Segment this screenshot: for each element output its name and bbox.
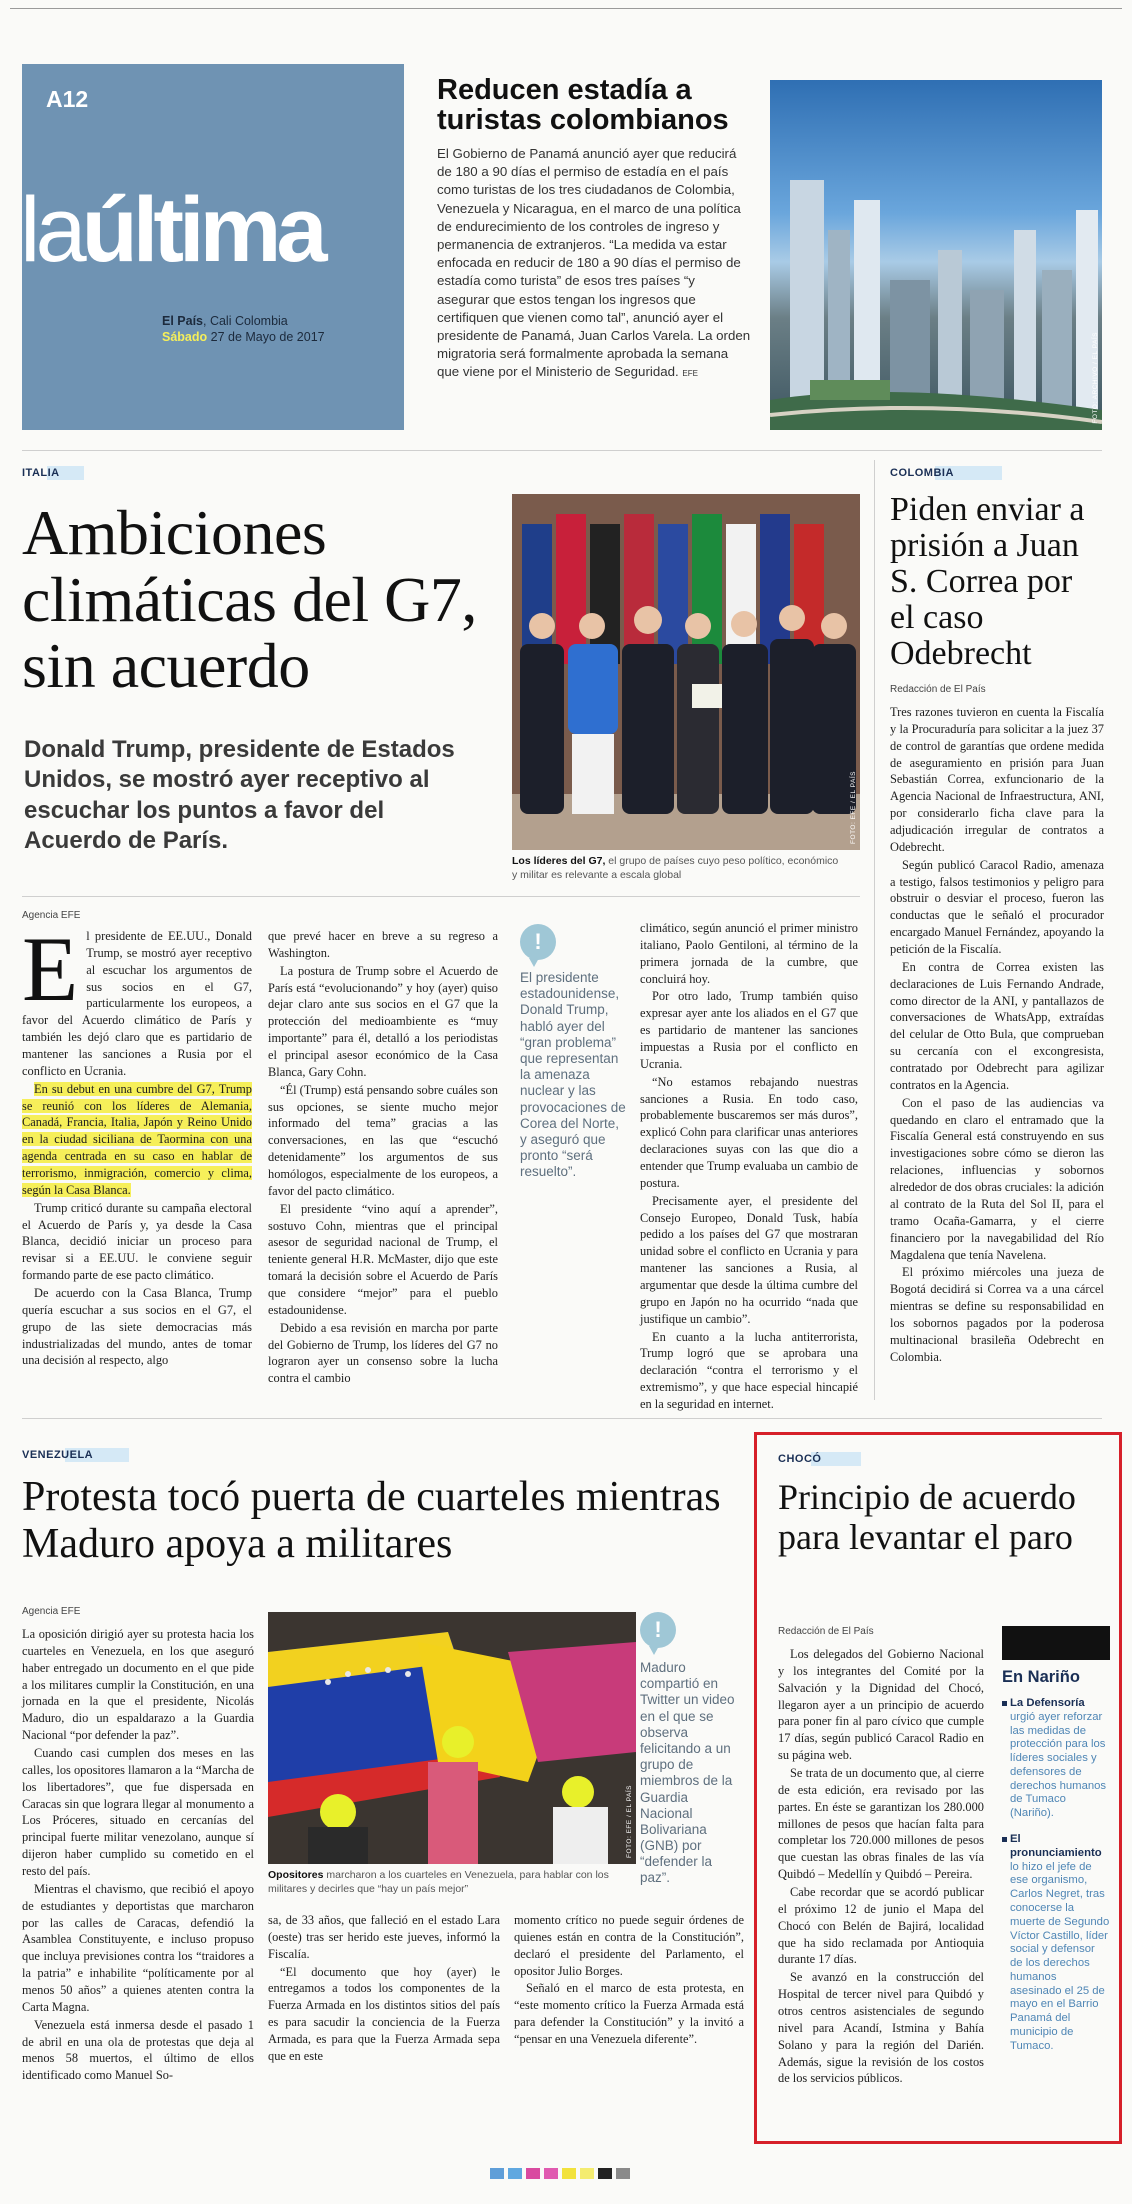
g7-c2-p2: “Él (Trump) está pensando sobre cuáles son sus opciones, se siente mucho mejor informado del tema” gracias a las conversaciones, en las que “escuchó detenidamente” los argumentos de sus homólogos, especialmente de los europeos, a favor del pacto climático. bbox=[268, 1082, 498, 1198]
bullet-icon bbox=[1002, 1837, 1007, 1842]
narino-item-1 bbox=[1002, 1697, 1110, 1821]
venezuela-quote-icon: ! bbox=[640, 1612, 676, 1648]
g7-c1-p1: l presidente de EE.UU., Donald Trump, se mostró ayer receptivo al escuchar los argumentos de sus socios en el G7, particularmente los europeos, a favor del Acuerdo climático de París y también les dejó claro que es partidario de mantener las sanciones a Rusia por el conflicto en Ucrania. bbox=[22, 929, 252, 1078]
g7-column-3 bbox=[640, 920, 858, 1414]
color-swatch-5 bbox=[580, 2168, 594, 2179]
g7-leaders-illustration bbox=[512, 494, 860, 850]
g7-leaders-photo bbox=[512, 494, 860, 850]
narino-item-2-bold: El pronunciamiento bbox=[1010, 1833, 1102, 1859]
venezuela-headline: Protesta tocó puerta de cuarteles mientras Maduro apoya a militares bbox=[22, 1474, 721, 1568]
top-story-photo-credit: FOTO: ARCHIVO / EL PAÍS bbox=[1092, 332, 1099, 424]
g7-caption-bold: Los líderes del G7, bbox=[512, 855, 606, 867]
masthead-dateline bbox=[162, 314, 325, 345]
g7-c2-p4: Debido a esa revisión en marcha por parte del Gobierno de Trump, los líderes del G7 no lograron ayer un consenso sobre la lucha contra el cambio bbox=[268, 1320, 498, 1386]
masthead-city-line bbox=[162, 314, 325, 330]
g7-c1-p2 bbox=[22, 1081, 252, 1199]
choco-headline: Principio de acuerdo para levantar el paro bbox=[778, 1477, 1076, 1557]
g7-column-2 bbox=[268, 928, 498, 1388]
g7-c3-p2: “No estamos rebajando nuestras sanciones a Rusia. En todo caso, probablemente buscaremos ser más duros”, explicó Cohn para clarificar unas anteriores declaraciones suyas con las que dio a entender que Trump evaluaba un cambio de postura. bbox=[640, 1074, 858, 1190]
section-logo bbox=[20, 179, 323, 281]
correa-p1: Tres razones tuvieron en cuenta la Fiscalía y la Procuraduría para solicitar a la juez 37 de control de garantías que ordene medida de aseguramiento en prisión para Juan Sebastián Correa, exfuncionario de la Agencia Nacional de Infraestructura, ANI, por considerarlo ficha clave para la adjudicación irregular de contratos a Odebrecht. bbox=[890, 705, 1104, 854]
tag-italia: ITALIA bbox=[22, 466, 84, 480]
g7-byline: Agencia EFE bbox=[22, 910, 81, 921]
g7-c1-p4: De acuerdo con la Casa Blanca, Trump quería escuchar a sus socios en el G7, el grupo de las siete democracias más industrializadas del mundo, antes de tomar una decisión al respecto, algo bbox=[22, 1286, 252, 1368]
divider-2 bbox=[22, 1418, 1102, 1419]
top-rule bbox=[10, 8, 1122, 9]
g7-c3-p0: climático, según anunció el primer ministro italiano, Paolo Gentiloni, al término de la primera jornada de la cumbre, que concluirá hoy. bbox=[640, 921, 858, 986]
venezuela-quote: Maduro compartió en Twitter un video en el que se observa felicitando a un grupo de miembros de la Guardia Nacional Bolivariana (GNB) por “defender la paz”. bbox=[640, 1660, 735, 1886]
correa-p4: Con el paso de las audiencias va quedando en claro el entramado que la Fiscalía General está construyendo en sus investigaciones sobre cómo se dieron las relaciones, influencias y sobornos alrededor de dos obras cruciales: la adición al contrato de la Ruta del Sol II, para el tramo Ocaña-Gamarra, y el cierre financiero por la navegabilidad del Río Magdalena que tenía Navelena. bbox=[890, 1095, 1104, 1262]
divider-g7 bbox=[22, 896, 860, 897]
narino-item-2 bbox=[1002, 1833, 1110, 2054]
color-swatch-6 bbox=[598, 2168, 612, 2179]
masthead-day: Sábado bbox=[162, 329, 208, 344]
masthead bbox=[22, 64, 404, 430]
protest-illustration bbox=[268, 1612, 636, 1864]
panama-skyline-photo bbox=[770, 80, 1102, 430]
venezuela-protest-photo bbox=[268, 1612, 636, 1864]
venezuela-caption-text: marcharon a los cuarteles en Venezuela, para hablar con los militares y decirles que “hay un país mejor” bbox=[268, 1869, 609, 1896]
narino-title: En Nariño bbox=[1002, 1668, 1080, 1686]
venezuela-caption-bold: Opositores bbox=[268, 1869, 324, 1881]
venezuela-c3-p1: Señaló en el marco de esta protesta, en “este momento crítico la Fuerza Armada está para defender la Constitución” y la invitó a “pensar en una Venezuela diferente”. bbox=[514, 1981, 744, 2047]
correa-p2: Según publicó Caracol Radio, amenaza a testigo, falsos testimonios y peligro para obstruir o desviar el proceso, fueron las conductas que le señaló el procurador encargado Manuel Fernández, apoyando la petición de la Fiscalía. bbox=[890, 857, 1104, 957]
choco-p3: Cabe recordar que se acordó publicar el próximo 12 de junio el Mapa del Chocó con Belén de Bajirá, localidad que ha sido reclamada por Antioquia durante 17 días. bbox=[778, 1885, 984, 1967]
top-story-body bbox=[437, 145, 751, 382]
venezuela-c3-p0: momento crítico no puede seguir órdenes de quienes están en contra de la Constitución”, declaró el presidente del Parlamento, el opositor Julio Borges. bbox=[514, 1913, 744, 1978]
g7-caption bbox=[512, 854, 842, 882]
masthead-date-line bbox=[162, 330, 325, 346]
color-swatch-2 bbox=[526, 2168, 540, 2179]
skyline-illustration bbox=[770, 80, 1102, 430]
venezuela-photo-credit: FOTO: EFE / EL PAÍS bbox=[626, 1785, 633, 1858]
color-swatch-7 bbox=[616, 2168, 630, 2179]
g7-highlighted-text: En su debut en una cumbre del G7, Trump se reunió con los líderes de Alemania, Canadá, Francia, Italia, Japón y Reino Unido en la ciudad siciliana de Taormina con una agenda centrada en su caso en hablar de terrorismo, inmigración, comercio y clima, según la Casa Blanca. bbox=[22, 1081, 252, 1197]
venezuela-c1-p4: Venezuela está inmersa desde el pasado 1 de abril en una ola de protestas que deja al menos 58 muertos, el último de ellos identificado como Manuel So- bbox=[22, 2017, 254, 2083]
color-swatch-4 bbox=[562, 2168, 576, 2179]
choco-p2: Se trata de un documento que, al cierre de esta edición, era revisado por las partes. En éste se garantizan los 280.000 millones de pesos que hacían falta para completar los 720.000 millones de pesos que cuestan las obras finales de las vía Quibdó – Medellín y Quibdó – Pereira. bbox=[778, 1766, 984, 1882]
g7-c2-p0: que prevé hacer en breve a su regreso a Washington. bbox=[268, 929, 498, 960]
g7-quote-icon: ! bbox=[520, 924, 556, 960]
tag-choco: CHOCÓ bbox=[778, 1452, 861, 1466]
choco-byline: Redacción de El País bbox=[778, 1626, 874, 1637]
masthead-city: , Cali Colombia bbox=[203, 314, 288, 328]
g7-column-1 bbox=[22, 918, 252, 1370]
venezuela-byline: Agencia EFE bbox=[22, 1606, 81, 1617]
g7-headline: Ambiciones climáticas del G7, sin acuerdo bbox=[22, 497, 477, 702]
venezuela-c1-p2: Cuando casi cumplen dos meses en las calles, los opositores llamaron a la “Marcha de los libertadores”, que fue dispersada en Caracas sin que lograra llegar al monumento a Los Próceres, situado en cercanías del principal fuerte militar venezolano, aunque sí dijeron haber cumplido su cometido en el resto del país. bbox=[22, 1746, 254, 1879]
choco-p1: Los delegados del Gobierno Nacional y los integrantes del Comité por la Salvación y la Dignidad del Chocó, llegaron ayer a un principio de acuerdo para poner fin al paro cívico que cumple 17 días, según publicó Caracol Radio en su página web. bbox=[778, 1647, 984, 1763]
venezuela-c1-p3: Mientras el chavismo, que recibió el apoyo de estudiantes y deportistas que marcharon por las calles de Caracas, defendió la Asamblea Constituyente, e incluso propuso que incluya previsiones contra los “traidores a la patria” e inhabilite “políticamente por al menos 50 años” a quienes atenten contra la Carta Magna. bbox=[22, 1881, 254, 2014]
bullet-icon bbox=[1002, 1701, 1007, 1706]
divider-1 bbox=[22, 450, 1102, 451]
correa-headline: Piden enviar a prisión a Juan S. Correa por el caso Odebrecht bbox=[890, 491, 1085, 673]
top-story-headline: Reducen estadía a turistas colombianos bbox=[437, 74, 729, 136]
g7-dropcap: E bbox=[22, 918, 79, 1020]
divider-vertical-1 bbox=[874, 460, 875, 1400]
correa-byline: Redacción de El País bbox=[890, 684, 986, 695]
color-swatch-3 bbox=[544, 2168, 558, 2179]
venezuela-c2-p1: “El documento que hoy (ayer) le entregamos a todos los componentes de la Fuerza Armada en los distintos sitios del país es para sacudir la conciencia de la Fuerza Armada, es para que la Fuerza Armada sepa que en este bbox=[268, 1964, 500, 2063]
masthead-date: 27 de Mayo de 2017 bbox=[207, 329, 325, 344]
tag-colombia: COLOMBIA bbox=[890, 466, 1002, 480]
venezuela-c2-p0: sa, de 33 años, que falleció en el estado Lara (oeste) tras ser herido este jueves, informó la Fiscalía. bbox=[268, 1913, 500, 1961]
narino-black-bar bbox=[1002, 1626, 1110, 1660]
section-logo-prefix: la bbox=[20, 179, 82, 281]
g7-c3-p4: En cuanto a la lucha antiterrorista, Trump logró que se aprobara una declaración “contra el terrorismo y el extremismo”, y que hace especial hincapié en la seguridad en internet. bbox=[640, 1329, 858, 1412]
tag-venezuela: VENEZUELA bbox=[22, 1448, 129, 1462]
narino-sidebar bbox=[1002, 1626, 1110, 2054]
color-registration-bar bbox=[490, 2168, 630, 2179]
narino-item-2-text: lo hizo el jefe de ese organismo, Carlos Negret, tras conocerse la muerte de Segundo Víctor Castillo, líder social y defensor de los derechos humanos asesinado el 25 de mayo en el Barrio Panamá del municipio de Tumaco. bbox=[1010, 1860, 1110, 2052]
narino-item-1-bold: La Defensoría bbox=[1010, 1697, 1085, 1709]
top-story-text: El Gobierno de Panamá anunció ayer que reducirá de 180 a 90 días el permiso de estadía en el país como turistas de los tres ciudadanos de Colombia, Venezuela y Nicaragua, en el marco de una política de endurecimiento de los controles de ingreso y permanencia de extranjeros. “La medida va estar enfocada en reducir de 180 a 90 días el permiso de estadía como turista” de esos tres países “y asegurar que estos tengan los ingresos que certifiquen que vienen como tal”, anunció ayer el presidente de Panamá, Juan Carlos Varela. La orden migratoria será formalmente aprobada la semana que viene por el Ministerio de Seguridad. bbox=[437, 146, 751, 380]
g7-c2-p1: La postura de Trump sobre el Acuerdo de París está “evolucionando” y hoy (ayer) quiso dejar claro ante sus socios en el G7 que la protección del medioambiente es “muy importante” para él, detalló a los periodistas el principal asesor económico de la Casa Blanca, Gary Cohn. bbox=[268, 963, 498, 1079]
correa-p3: En contra de Correa existen las declaraciones de Luis Fernando Andrade, como director de la ANI, y pantallazos de conversaciones de WhatsApp, extraídas del celular de Otto Bula, que comprueban su cercanía con el excongresista, contratado por Odebrecht para agilizar contratos en la Agencia. bbox=[890, 959, 1104, 1092]
g7-deck: Donald Trump, presidente de Estados Unidos, se mostró ayer receptivo al escuchar los puntos a favor del Acuerdo de París. bbox=[24, 736, 455, 855]
narino-item-1-text: urgió ayer reforzar las medidas de protección para los líderes sociales y defensores de derechos humanos de Tumaco (Nariño). bbox=[1010, 1710, 1107, 1820]
top-story-sign: EFE bbox=[682, 369, 698, 379]
page-number: A12 bbox=[46, 86, 89, 112]
g7-c1-p3: Trump criticó durante su campaña electoral el Acuerdo de París y, ya desde la Casa Blanca, decidió iniciar un proceso para revisar si a EE.UU. le conviene seguir formando parte de ese pacto climático. bbox=[22, 1200, 252, 1283]
paper-name: El País bbox=[162, 314, 203, 328]
g7-quote: El presidente estadounidense, Donald Trump, habló ayer del “gran problema” que representan la amenaza nuclear y las provocaciones de Corea del Norte, y aseguró que pronto “será resuelto”. bbox=[520, 970, 626, 1180]
g7-c3-p3: Precisamente ayer, el presidente del Consejo Europeo, Donald Tusk, había pedido a los países del G7 que mostraran unidad sobre el conflicto en Ucrania y para mantener las sanciones a Rusia, al argumentar que desde la última cumbre del grupo en Japón no ha ocurrido “nada que justifique un cambio”. bbox=[640, 1193, 858, 1326]
g7-c3-p1: Por otro lado, Trump también quiso expresar ayer ante los aliados en el G7 que es partidario de mantener las sanciones impuestas a Rusia por el conflicto en Ucrania. bbox=[640, 989, 858, 1071]
venezuela-column-1 bbox=[22, 1626, 254, 2085]
g7-photo-credit: FOTO: EFE / EL PAÍS bbox=[850, 771, 857, 844]
g7-caption-text: el grupo de países cuyo peso político, económico y militar es relevante a escala global bbox=[512, 855, 839, 882]
venezuela-column-2 bbox=[268, 1912, 500, 2066]
section-logo-word: última bbox=[81, 179, 323, 281]
venezuela-column-3 bbox=[514, 1912, 744, 2049]
correa-body bbox=[890, 704, 1104, 1367]
venezuela-caption bbox=[268, 1868, 624, 1896]
choco-body bbox=[778, 1646, 984, 2088]
correa-p5: El próximo miércoles una jueza de Bogotá decidirá si Correa va a una cárcel mientras se define su responsabilidad en los sobornos pagados por la poderosa multinacional brasileña Odebrecht en Colombia. bbox=[890, 1265, 1104, 1364]
choco-p4: Se avanzó en la construcción del Hospital de tercer nivel para Quibdó y otros centros asistenciales de segundo nivel para Acandí, Istmina y Bahía Solano y para la región del Darién. Además, sigue la revisión de los costos de los servicios públicos. bbox=[778, 1970, 984, 2086]
color-swatch-1 bbox=[508, 2168, 522, 2179]
g7-c2-p3: El presidente “vino aquí a aprender”, sostuvo Cohn, mientras que el principal asesor de seguridad nacional de Trump, el teniente general H.R. McMaster, dijo que este tomará la decisión sobre el Acuerdo de París que considere “mejor” para el pueblo estadounidense. bbox=[268, 1201, 498, 1317]
venezuela-c1-p1: La oposición dirigió ayer su protesta hacia los cuarteles en Venezuela, en los que aseguró haber entregado un documento en el que pide a los militares cumplir la Constitución, en una jornada en la que el presidente, Nicolás Maduro, dio un espaldarazo a la Guardia Nacional “por defender la paz”. bbox=[22, 1627, 254, 1743]
color-swatch-0 bbox=[490, 2168, 504, 2179]
